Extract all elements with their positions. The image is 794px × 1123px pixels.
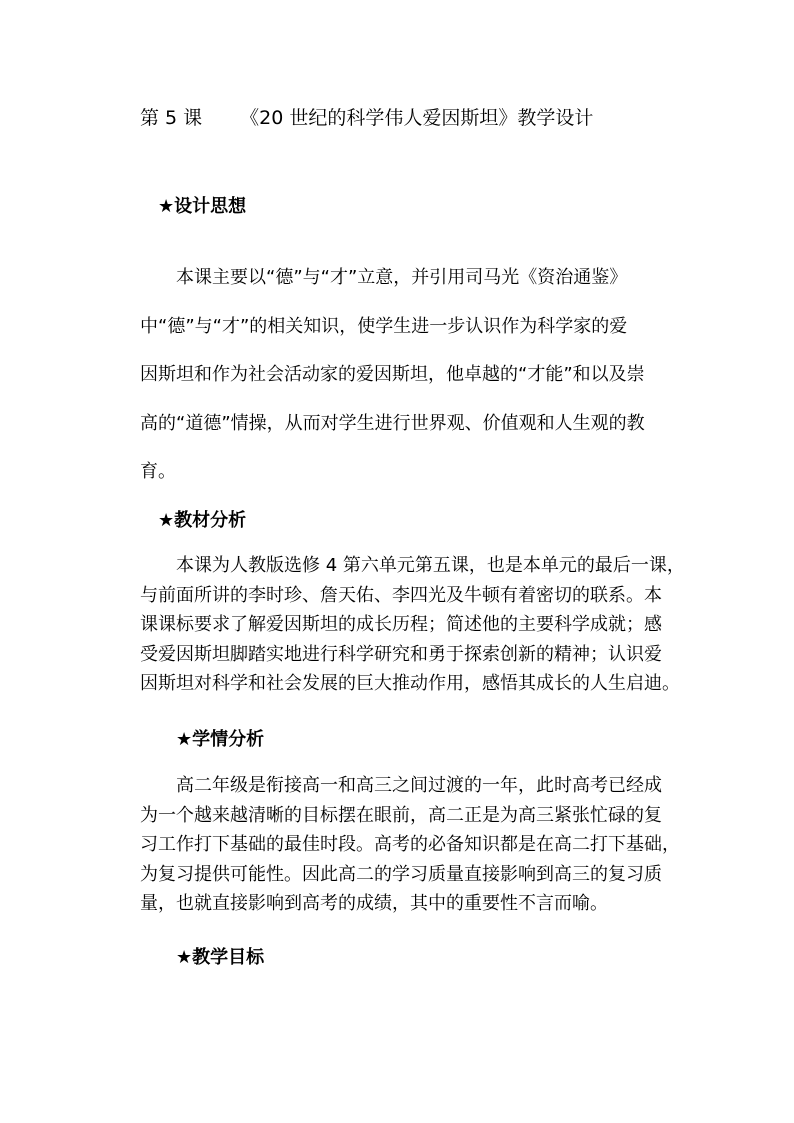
section-heading-design-idea: ★设计思想 (158, 196, 247, 217)
paragraph-line: 受爱因斯坦脚踏实地进行科学研究和勇于探索创新的精神；认识爱 (140, 643, 662, 665)
lesson-number: 第 5 课 (140, 107, 203, 129)
section-heading-student-analysis: ★学情分析 (176, 729, 265, 750)
paragraph-line: 为复习提供可能性。因此高二的学习质量直接影响到高三的复习质 (140, 863, 662, 885)
paragraph-line: 因斯坦对科学和社会发展的巨大推动作用，感悟其成长的人生启迪。 (140, 673, 680, 694)
paragraph-line: 育。 (140, 461, 176, 482)
paragraph-line: 量，也就直接影响到高考的成绩，其中的重要性不言而喻。 (140, 893, 608, 914)
paragraph-line: 中“德”与“才”的相关知识，使学生进一步认识作为科学家的爱 (140, 315, 628, 337)
paragraph-line: 本课为人教版选修 4 第六单元第五课，也是本单元的最后一课， (176, 555, 685, 576)
paragraph-line: 本课主要以“德”与“才”立意，并引用司马光《资治通鉴》 (176, 267, 628, 288)
section-body-material-analysis (140, 551, 712, 699)
document-title (140, 104, 593, 132)
section-body-student-analysis (140, 771, 712, 919)
lesson-name: 《20 世纪的科学伟人爱因斯坦》教学设计 (240, 107, 594, 129)
paragraph-line: 为一个越来越清晰的目标摆在眼前，高二正是为高三紧张忙碌的复 (140, 804, 662, 826)
paragraph-line: 与前面所讲的李时珍、詹天佑、李四光及牛顿有着密切的联系。本 (140, 584, 662, 606)
paragraph-line: 高的“道德”情操，从而对学生进行世界观、价值观和人生观的教 (140, 412, 645, 434)
paragraph-line: 习工作打下基础的最佳时段。高考的必备知识都是在高二打下基础， (140, 834, 680, 855)
section-body-design-idea (140, 254, 712, 497)
section-heading-teaching-goals: ★教学目标 (176, 947, 265, 968)
paragraph-line: 因斯坦和作为社会活动家的爱因斯坦，他卓越的“才能”和以及崇 (140, 364, 645, 385)
section-heading-material-analysis: ★教材分析 (158, 510, 247, 531)
paragraph-line: 课课标要求了解爱因斯坦的成长历程；简述他的主要科学成就；感 (140, 614, 662, 635)
paragraph-line: 高二年级是衔接高一和高三之间过渡的一年，此时高考已经成 (176, 775, 662, 796)
